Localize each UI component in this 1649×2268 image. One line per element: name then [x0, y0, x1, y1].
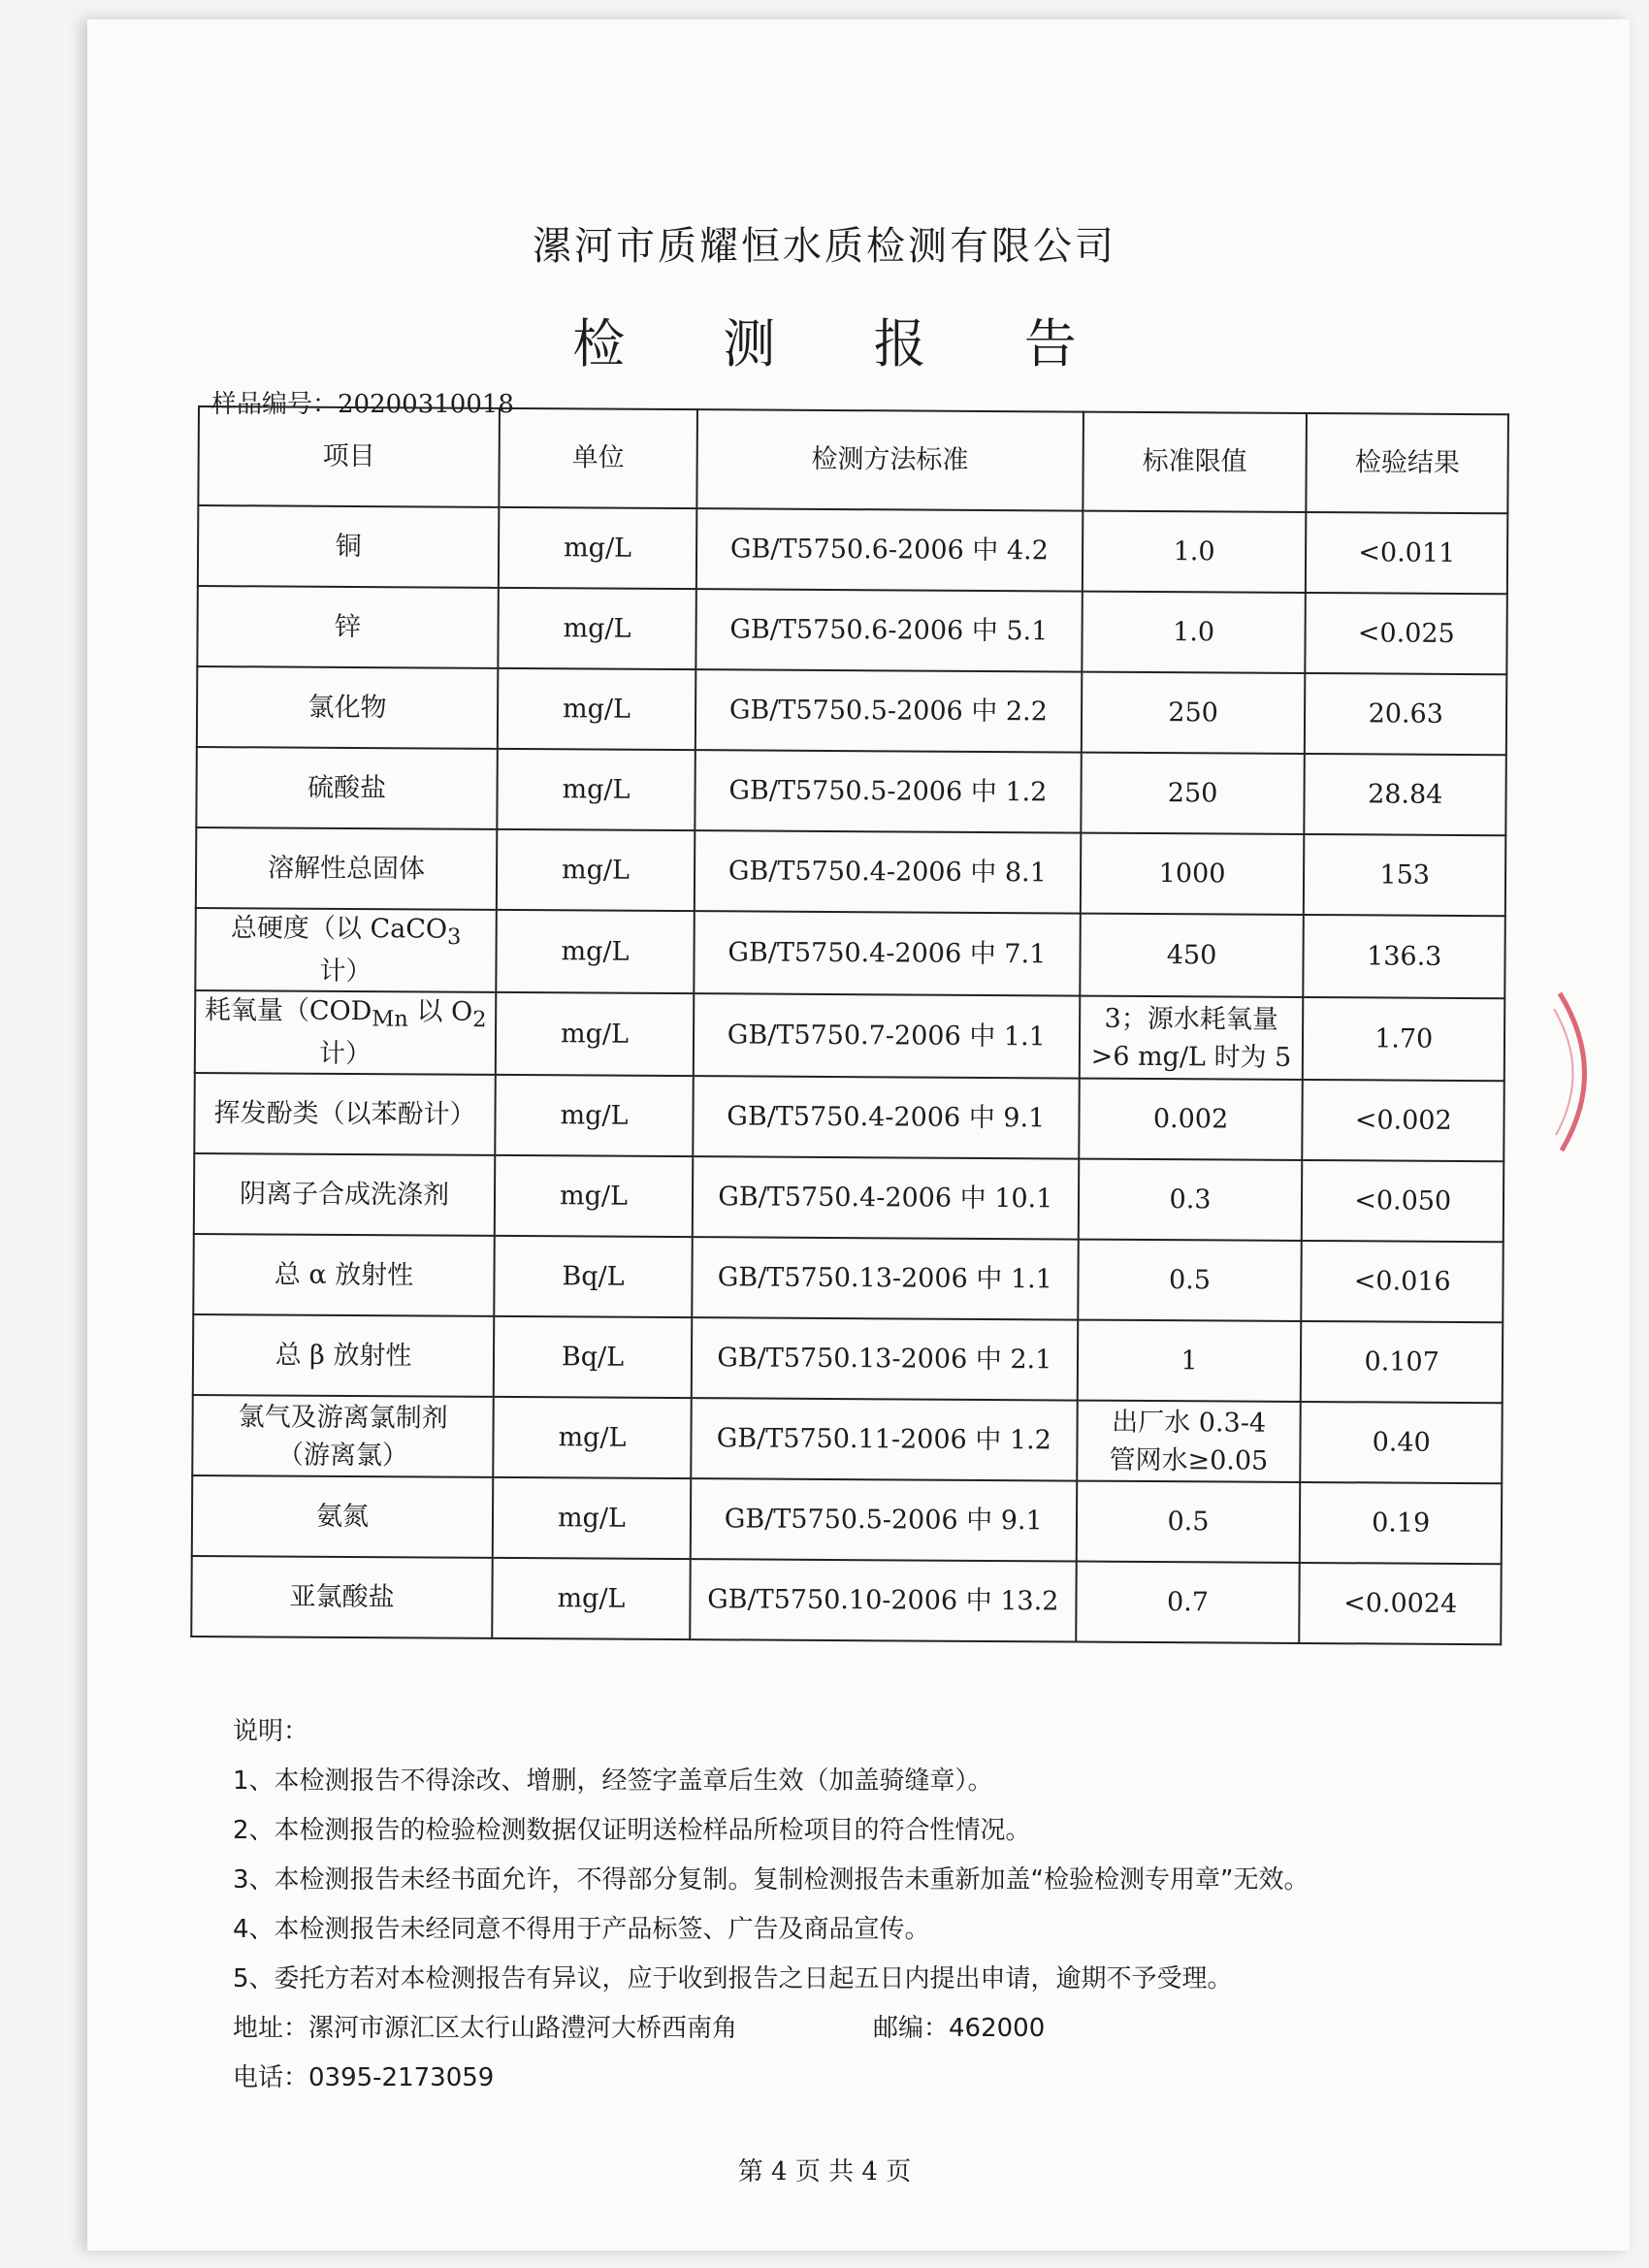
- table-row: [193, 1314, 1503, 1403]
- cell-item: [192, 1395, 494, 1477]
- cell-method: GB/T5750.11-2006 中 1.2: [691, 1398, 1077, 1480]
- cell-limit: 0.7: [1076, 1562, 1300, 1643]
- note-item: 4、本检测报告未经同意不得用于产品标签、广告及商品宣传。: [233, 1915, 930, 1944]
- table-row: [191, 1556, 1501, 1644]
- sample-number: 样品编号：20200310018: [211, 390, 514, 419]
- cell-item: [195, 990, 497, 1075]
- table-row: [194, 1153, 1504, 1242]
- cell-result: 0.107: [1301, 1321, 1503, 1403]
- cell-item: 铜: [198, 505, 500, 588]
- cell-method: GB/T5750.6-2006 中 5.1: [695, 589, 1082, 671]
- cell-item: 氯化物: [197, 666, 499, 749]
- table-row: [197, 586, 1506, 674]
- table-row: [198, 505, 1507, 594]
- cell-method: GB/T5750.4-2006 中 7.1: [694, 911, 1080, 996]
- cell-result: 20.63: [1305, 673, 1506, 755]
- cell-limit: 1: [1077, 1320, 1301, 1402]
- cell-method: GB/T5750.10-2006 中 13.2: [690, 1559, 1076, 1641]
- limit-text: >6 mg/L 时为 5: [1090, 1041, 1292, 1073]
- cell-method: GB/T5750.7-2006 中 1.1: [694, 993, 1080, 1079]
- item-text: （游离氯）: [276, 1440, 408, 1472]
- cell-limit: 0.3: [1078, 1159, 1302, 1241]
- page-number: 第 4 页 共 4 页: [737, 2157, 912, 2187]
- cell-result: 0.19: [1300, 1482, 1502, 1564]
- cell-item: 总 β 放射性: [193, 1314, 495, 1397]
- cell-unit: mg/L: [498, 588, 695, 669]
- test-results-table: [190, 405, 1509, 1646]
- note-item: 5、委托方若对本检测报告有异议，应于收到报告之日起五日内提出申请，逾期不予受理。: [233, 1964, 1233, 1993]
- cell-result: <0.050: [1302, 1160, 1504, 1242]
- notes-heading: 说明：: [233, 1717, 309, 1746]
- cell-result: <0.011: [1306, 512, 1507, 594]
- table-row: [195, 990, 1504, 1081]
- cell-item: 总 α 放射性: [193, 1234, 495, 1316]
- cell-result: <0.002: [1303, 1080, 1504, 1161]
- cell-item: 锌: [197, 586, 499, 668]
- cell-method: GB/T5750.4-2006 中 10.1: [693, 1156, 1079, 1239]
- cell-method: GB/T5750.5-2006 中 2.2: [695, 669, 1082, 752]
- limit-text: 管网水≥0.05: [1109, 1444, 1269, 1476]
- cell-result: <0.025: [1306, 593, 1507, 674]
- note-item: 3、本检测报告未经书面允许，不得部分复制。复制检测报告未重新加盖“检验检测专用章”无效。: [233, 1865, 1310, 1895]
- cell-item: 氨氮: [192, 1475, 494, 1558]
- note-item: 2、本检测报告的检验检测数据仅证明送检样品所检项目的符合性情况。: [233, 1816, 1031, 1845]
- cell-method: GB/T5750.13-2006 中 2.1: [692, 1317, 1078, 1400]
- company-name: 漯河市质耀恒水质检测有限公司: [533, 224, 1116, 269]
- item-text: 计）: [318, 1038, 372, 1070]
- cell-result: <0.0024: [1300, 1563, 1502, 1644]
- cell-unit: mg/L: [495, 1075, 693, 1156]
- cell-result: 153: [1304, 834, 1505, 916]
- table-row: [192, 1475, 1502, 1564]
- table-row: [197, 666, 1506, 755]
- cell-method: GB/T5750.6-2006 中 4.2: [696, 508, 1083, 591]
- seal-edge-mark: [1552, 989, 1610, 1154]
- table-row: [195, 908, 1504, 998]
- table-header-row: [198, 406, 1508, 513]
- cell-limit: 250: [1081, 753, 1305, 834]
- note-item: 1、本检测报告不得涂改、增删，经签字盖章后生效（加盖骑缝章）。: [233, 1766, 993, 1796]
- cell-unit: Bq/L: [494, 1236, 692, 1317]
- cell-unit: mg/L: [497, 749, 695, 830]
- cell-method: GB/T5750.4-2006 中 8.1: [695, 830, 1081, 913]
- table-row: [192, 1395, 1502, 1483]
- column-header-unit: 单位: [499, 408, 697, 508]
- subscript: Mn: [372, 1006, 408, 1032]
- cell-unit: mg/L: [493, 1397, 691, 1478]
- report-title: 检 测 报 告: [572, 313, 1117, 374]
- column-header-result: 检验结果: [1307, 413, 1508, 513]
- address-line: [233, 2004, 1309, 2054]
- column-header-method: 检测方法标准: [696, 409, 1083, 510]
- cell-method: GB/T5750.5-2006 中 1.2: [695, 750, 1081, 832]
- cell-result: 136.3: [1304, 915, 1505, 998]
- cell-unit: mg/L: [493, 1477, 691, 1559]
- cell-unit: Bq/L: [494, 1316, 692, 1398]
- cell-method: GB/T5750.4-2006 中 9.1: [693, 1076, 1079, 1158]
- cell-method: GB/T5750.5-2006 中 9.1: [691, 1478, 1077, 1561]
- subscript: 3: [446, 923, 462, 951]
- cell-item: 亚氯酸盐: [191, 1556, 493, 1638]
- cell-result: 1.70: [1303, 997, 1504, 1081]
- table-row: [196, 827, 1505, 916]
- table-row: [196, 747, 1505, 835]
- cell-method: GB/T5750.13-2006 中 1.1: [692, 1237, 1078, 1319]
- cell-limit: 0.5: [1078, 1240, 1302, 1321]
- cell-item: 挥发酚类（以苯酚计）: [194, 1073, 496, 1155]
- postcode: 邮编：462000: [873, 2014, 1046, 2043]
- cell-unit: mg/L: [496, 910, 694, 993]
- table-row: [194, 1073, 1504, 1161]
- item-text: 耗氧量（COD: [204, 995, 372, 1027]
- cell-limit: 1.0: [1082, 511, 1306, 593]
- cell-limit: [1079, 996, 1303, 1081]
- address: 地址：漯河市源汇区太行山路澧河大桥西南角: [233, 2014, 738, 2043]
- item-text: 氯气及游离氯制剂: [238, 1401, 448, 1434]
- cell-item: 硫酸盐: [196, 747, 498, 829]
- cell-limit: [1077, 1401, 1301, 1482]
- cell-unit: mg/L: [498, 668, 695, 750]
- cell-item: [195, 908, 497, 992]
- cell-unit: mg/L: [497, 829, 695, 911]
- cell-limit: 1000: [1080, 833, 1304, 915]
- table-row: [193, 1234, 1503, 1322]
- cell-unit: mg/L: [495, 1155, 693, 1237]
- cell-limit: 250: [1081, 672, 1305, 754]
- cell-result: <0.016: [1302, 1241, 1504, 1322]
- cell-unit: mg/L: [496, 992, 694, 1076]
- column-header-limit: 标准限值: [1083, 412, 1307, 512]
- seal-arc-icon: [1552, 989, 1610, 1154]
- notes-section: [233, 1707, 1309, 2103]
- cell-limit: 0.002: [1079, 1079, 1303, 1160]
- cell-item: 溶解性总固体: [196, 827, 498, 910]
- item-text: 总硬度（以 CaCO: [230, 913, 448, 945]
- item-text: 以 O: [407, 996, 473, 1027]
- subscript: 2: [472, 1007, 487, 1033]
- cell-result: 0.40: [1301, 1402, 1503, 1483]
- item-text: 计）: [319, 956, 372, 988]
- cell-item: 阴离子合成洗涤剂: [194, 1153, 496, 1236]
- phone: 电话：0395-2173059: [233, 2063, 495, 2092]
- cell-result: 28.84: [1305, 754, 1506, 835]
- limit-text: 出厂水 0.3-4: [1112, 1407, 1267, 1439]
- cell-unit: mg/L: [492, 1558, 690, 1639]
- cell-unit: mg/L: [499, 507, 696, 589]
- column-header-item: 项目: [198, 406, 500, 507]
- limit-text: 3；源水耗氧量: [1104, 1003, 1278, 1035]
- cell-limit: 450: [1080, 914, 1304, 998]
- cell-limit: 1.0: [1082, 592, 1306, 673]
- cell-limit: 0.5: [1076, 1481, 1300, 1563]
